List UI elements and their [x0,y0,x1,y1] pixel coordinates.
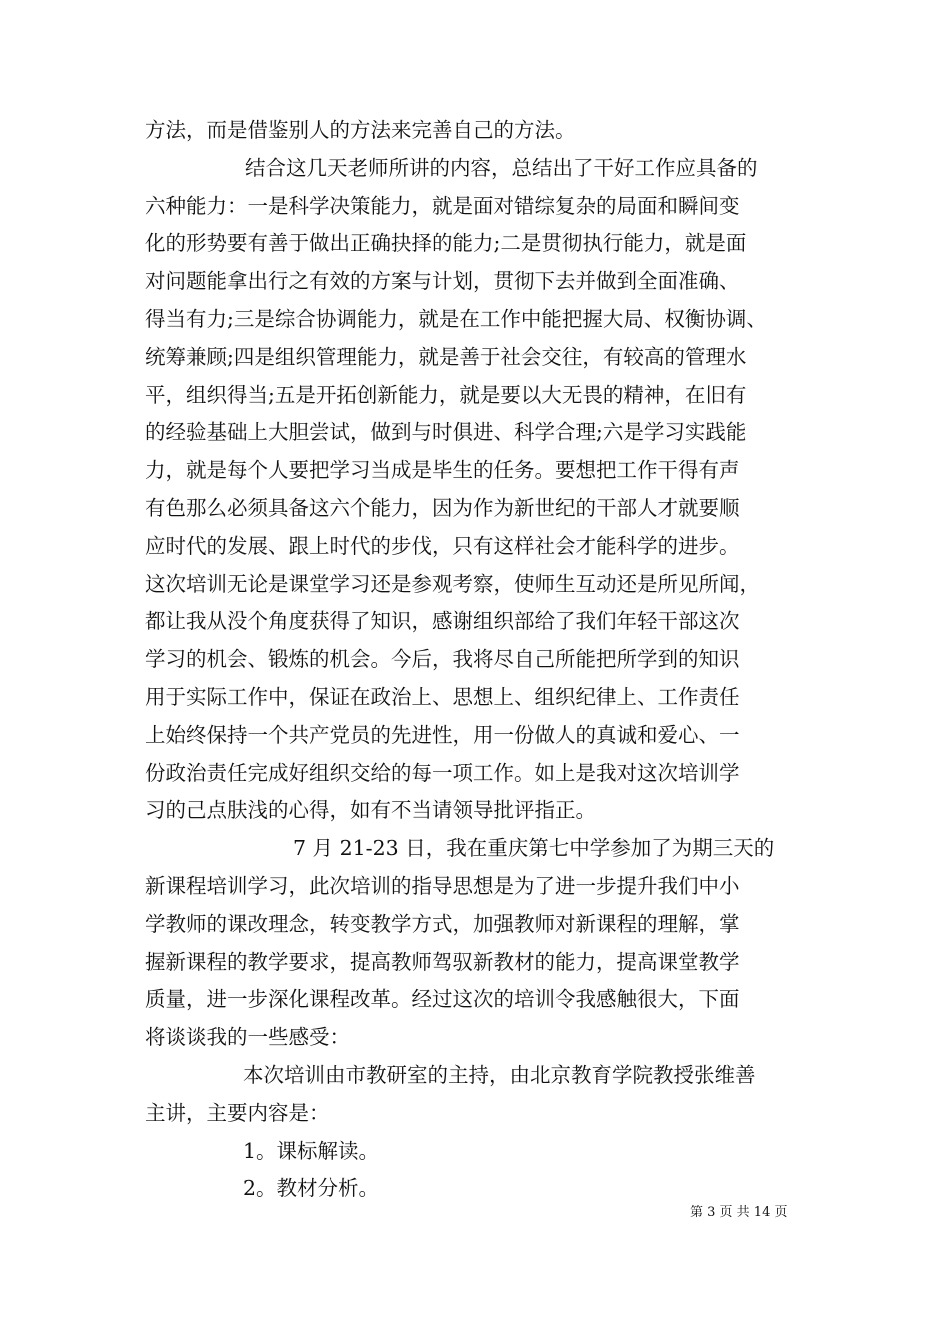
text-line: 力，就是每个人要把学习当成是毕生的任务。要想把工作干得有声 [145,458,740,483]
text-line: 学习的机会、锻炼的机会。今后，我将尽自己所能把所学到的知识 [145,647,740,672]
text-line: 化的形势要有善于做出正确抉择的能力;二是贯彻执行能力，就是面 [145,231,747,256]
text-line: 应时代的发展、跟上时代的步伐，只有这样社会才能科学的进步。 [145,533,740,558]
document-body [145,112,815,1208]
text-line: 有色那么必须具备这六个能力，因为作为新世纪的干部人才就要顺 [145,495,740,520]
text-line: 用于实际工作中，保证在政治上、思想上、组织纪律上、工作责任 [145,684,740,709]
text-line: 质量，进一步深化课程改革。经过这次的培训令我感触很大，下面 [145,987,740,1012]
text-line: 对问题能拿出行之有效的方案与计划，贯彻下去并做到全面准确、 [145,269,740,294]
text-line: 结合这几天老师所讲的内容，总结出了干好工作应具备的 [245,155,758,180]
text-line: 得当有力;三是综合协调能力，就是在工作中能把握大局、权衡协调、 [145,306,767,331]
text-line: 本次培训由市教研室的主持，由北京教育学院教授张维善 [243,1062,756,1087]
text-line: 都让我从没个角度获得了知识，感谢组织部给了我们年轻干部这次 [145,609,740,634]
text-line: 上始终保持一个共产党员的先进性，用一份做人的真诚和爱心、一 [145,722,740,747]
page-number-footer: 第 3 页 共 14 页 [690,1205,788,1220]
text-line: 六种能力：一是科学决策能力，就是面对错综复杂的局面和瞬间变 [145,193,740,218]
text-line: 份政治责任完成好组织交给的每一项工作。如上是我对这次培训学 [145,760,740,785]
text-line: 2。教材分析。 [243,1176,380,1201]
text-line: 这次培训无论是课堂学习还是参观考察，使师生互动还是所见所闻， [145,571,760,596]
text-line: 新课程培训学习，此次培训的指导思想是为了进一步提升我们中小 [145,873,740,898]
text-line: 主讲，主要内容是： [145,1100,330,1125]
text-line: 7 月 21-23 日，我在重庆第七中学参加了为期三天的 [293,836,775,861]
text-line: 统筹兼顾;四是组织管理能力，就是善于社会交往，有较高的管理水 [145,344,747,369]
text-line: 将谈谈我的一些感受： [145,1025,350,1050]
text-line: 方法，而是借鉴别人的方法来完善自己的方法。 [145,118,576,142]
text-line: 学教师的课改理念，转变教学方式，加强教师对新课程的理解，掌 [145,911,740,936]
text-line: 握新课程的教学要求，提高教师驾驭新教材的能力，提高课堂教学 [145,949,740,974]
text-line: 习的己点肤浅的心得，如有不当请领导批评指正。 [145,798,596,823]
text-line: 的经验基础上大胆尝试，做到与时俱进、科学合理;六是学习实践能 [145,420,747,445]
text-line: 1。课标解读。 [243,1138,380,1163]
text-line: 平，组织得当;五是开拓创新能力，就是要以大无畏的精神，在旧有 [145,382,747,407]
